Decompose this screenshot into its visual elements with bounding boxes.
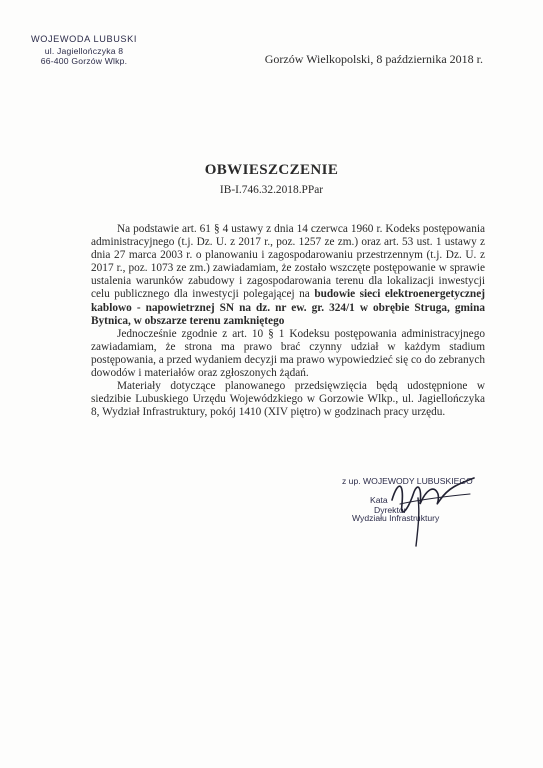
paragraph-1: [91, 223, 485, 328]
paragraph-1-bold-text: budowie sieci elektroenergetycznej kablowo - napowietrznej SN na dz. nr ew. gr. 324/1 w obrębie Struga, gmina Bytnica, w obszarze terenu zamkniętego: [91, 288, 485, 327]
document-body: [91, 223, 485, 419]
signature-stamp-line-1: z up. WOJEWODY LUBUSKIEGO: [342, 476, 473, 486]
signature-stamp-line-2: Kata: [370, 495, 388, 505]
place-and-date: Gorzów Wielkopolski, 8 października 2018 r.: [264, 52, 483, 66]
signature-stamp-line-3: Dyrektor: [374, 505, 407, 515]
paragraph-2: Jednocześnie zgodnie z art. 10 § 1 Kodeksu postępowania administracyjnego zawiadamiam, że strona ma prawo brać czynny udział w każdym stadium postępowania, a przed wydaniem decyzji ma prawo wypowiedzieć się co do zebranych dowodów i materiałów oraz zgłoszonych żądań.: [91, 327, 485, 380]
stamp-line-office: WOJEWODA LUBUSKI: [30, 34, 138, 44]
signature-stamp-line-4: Wydziału Infrastruktury: [352, 513, 440, 523]
reference-number: IB-I.746.32.2018.PPar: [219, 184, 324, 196]
stamp-line-street: ul. Jagiellończyka 8: [44, 45, 124, 56]
paragraph-1-text: Na podstawie art. 61 § 4 ustawy z dnia 14 czerwca 1960 r. Kodeks postępowania administracyjnego (t.j. Dz. U. z 2017 r., poz. 1257 ze zm.) oraz art. 53 ust. 1 ustawy z dnia 27 marca 2003 r. o planowaniu i zagospodarowaniu przestrzennym (t.j. Dz. U. z 2017 r., poz. 1073 ze zm.) zawiadamiam, że zostało wszczęte postępowanie w sprawie ustalenia warunków zabudowy i zagospodarowania terenu dla lokalizacji inwestycji celu publicznego dla inwestycji polegającej na: [91, 223, 485, 301]
document-title: OBWIESZCZENIE: [204, 162, 339, 178]
office-stamp: [20, 34, 148, 67]
handwritten-signature: [378, 470, 488, 550]
stamp-line-city: 66-400 Gorzów Wlkp.: [40, 56, 128, 67]
paragraph-3: Materiały dotyczące planowanego przedsięwzięcia będą udostępnione w siedzibie Lubuskiego Urzędu Wojewódzkiego w Gorzowie Wlkp., ul. Jagiellończyka 8, Wydział Infrastruktury, pokój 1410 (XIV piętro) w godzinach pracy urzędu.: [91, 380, 485, 419]
